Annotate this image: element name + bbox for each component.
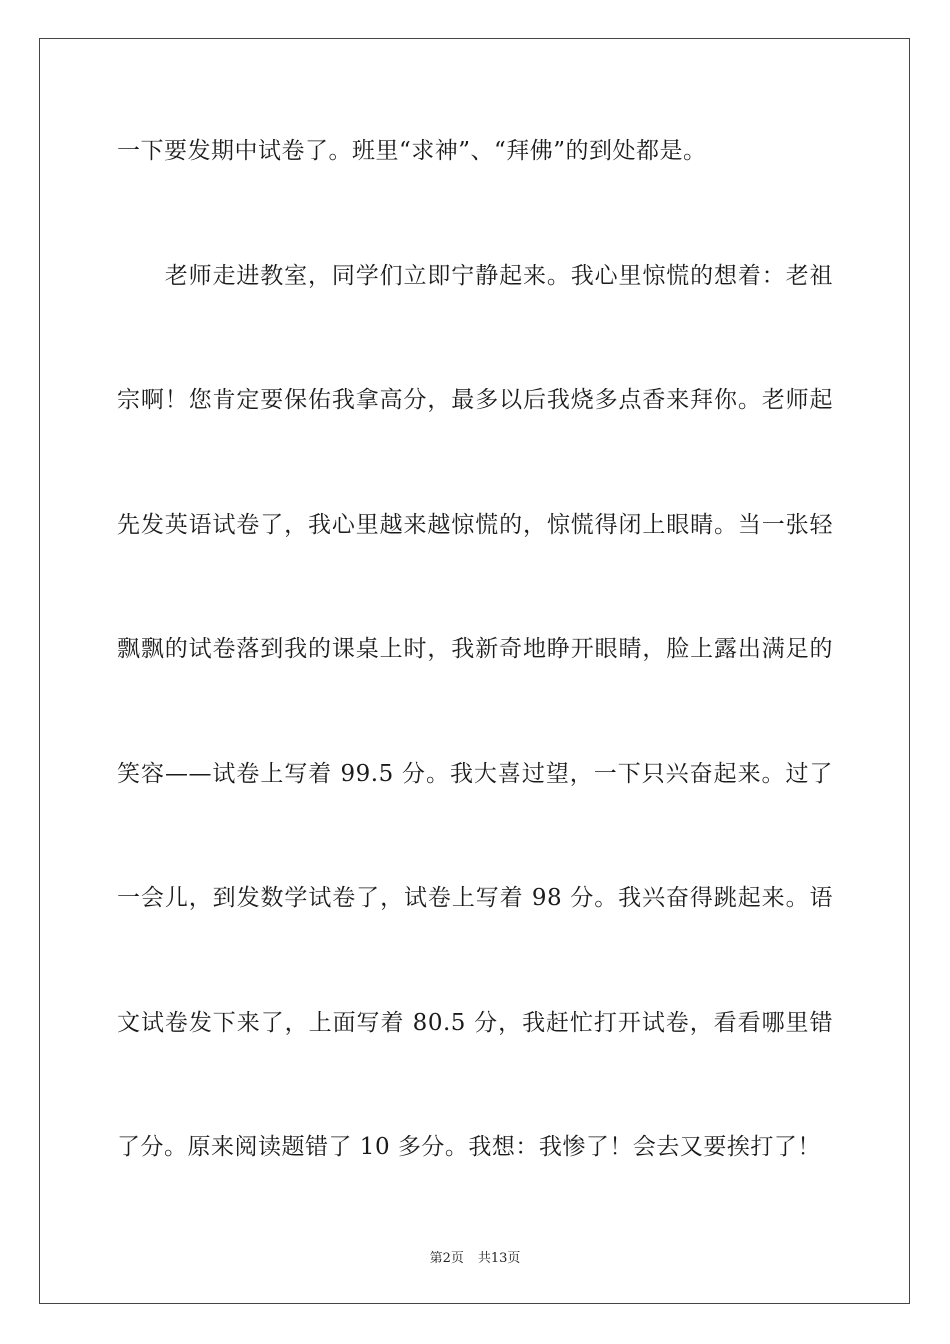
page-total: 共13页 — [477, 1251, 521, 1266]
page-footer — [0, 1247, 950, 1266]
page-number: 第2页 — [429, 1251, 464, 1266]
text-line-4: 先发英语试卷了，我心里越来越惊慌的，惊慌得闭上眼睛。当一张轻 — [117, 512, 833, 538]
text-line-2: 老师走进教室，同学们立即宁静起来。我心里惊慌的想着：老祖 — [117, 263, 833, 289]
text-line-3: 宗啊！您肯定要保佑我拿高分，最多以后我烧多点香来拜你。老师起 — [117, 387, 833, 413]
text-line-5: 飘飘的试卷落到我的课桌上时，我新奇地睁开眼睛，脸上露出满足的 — [117, 636, 833, 662]
text-line-1: 一下要发期中试卷了。班里“求神”、“拜佛”的到处都是。 — [117, 138, 707, 164]
text-line-6: 笑容——试卷上写着 99.5 分。我大喜过望，一下只兴奋起来。过了 — [117, 761, 833, 787]
text-line-7: 一会儿，到发数学试卷了，试卷上写着 98 分。我兴奋得跳起来。语 — [117, 885, 833, 911]
text-line-8: 文试卷发下来了，上面写着 80.5 分，我赶忙打开试卷，看看哪里错 — [117, 1010, 833, 1036]
page-border — [39, 38, 910, 1304]
text-line-9: 了分。原来阅读题错了 10 多分。我想：我惨了！会去又要挨打了！ — [117, 1134, 821, 1160]
